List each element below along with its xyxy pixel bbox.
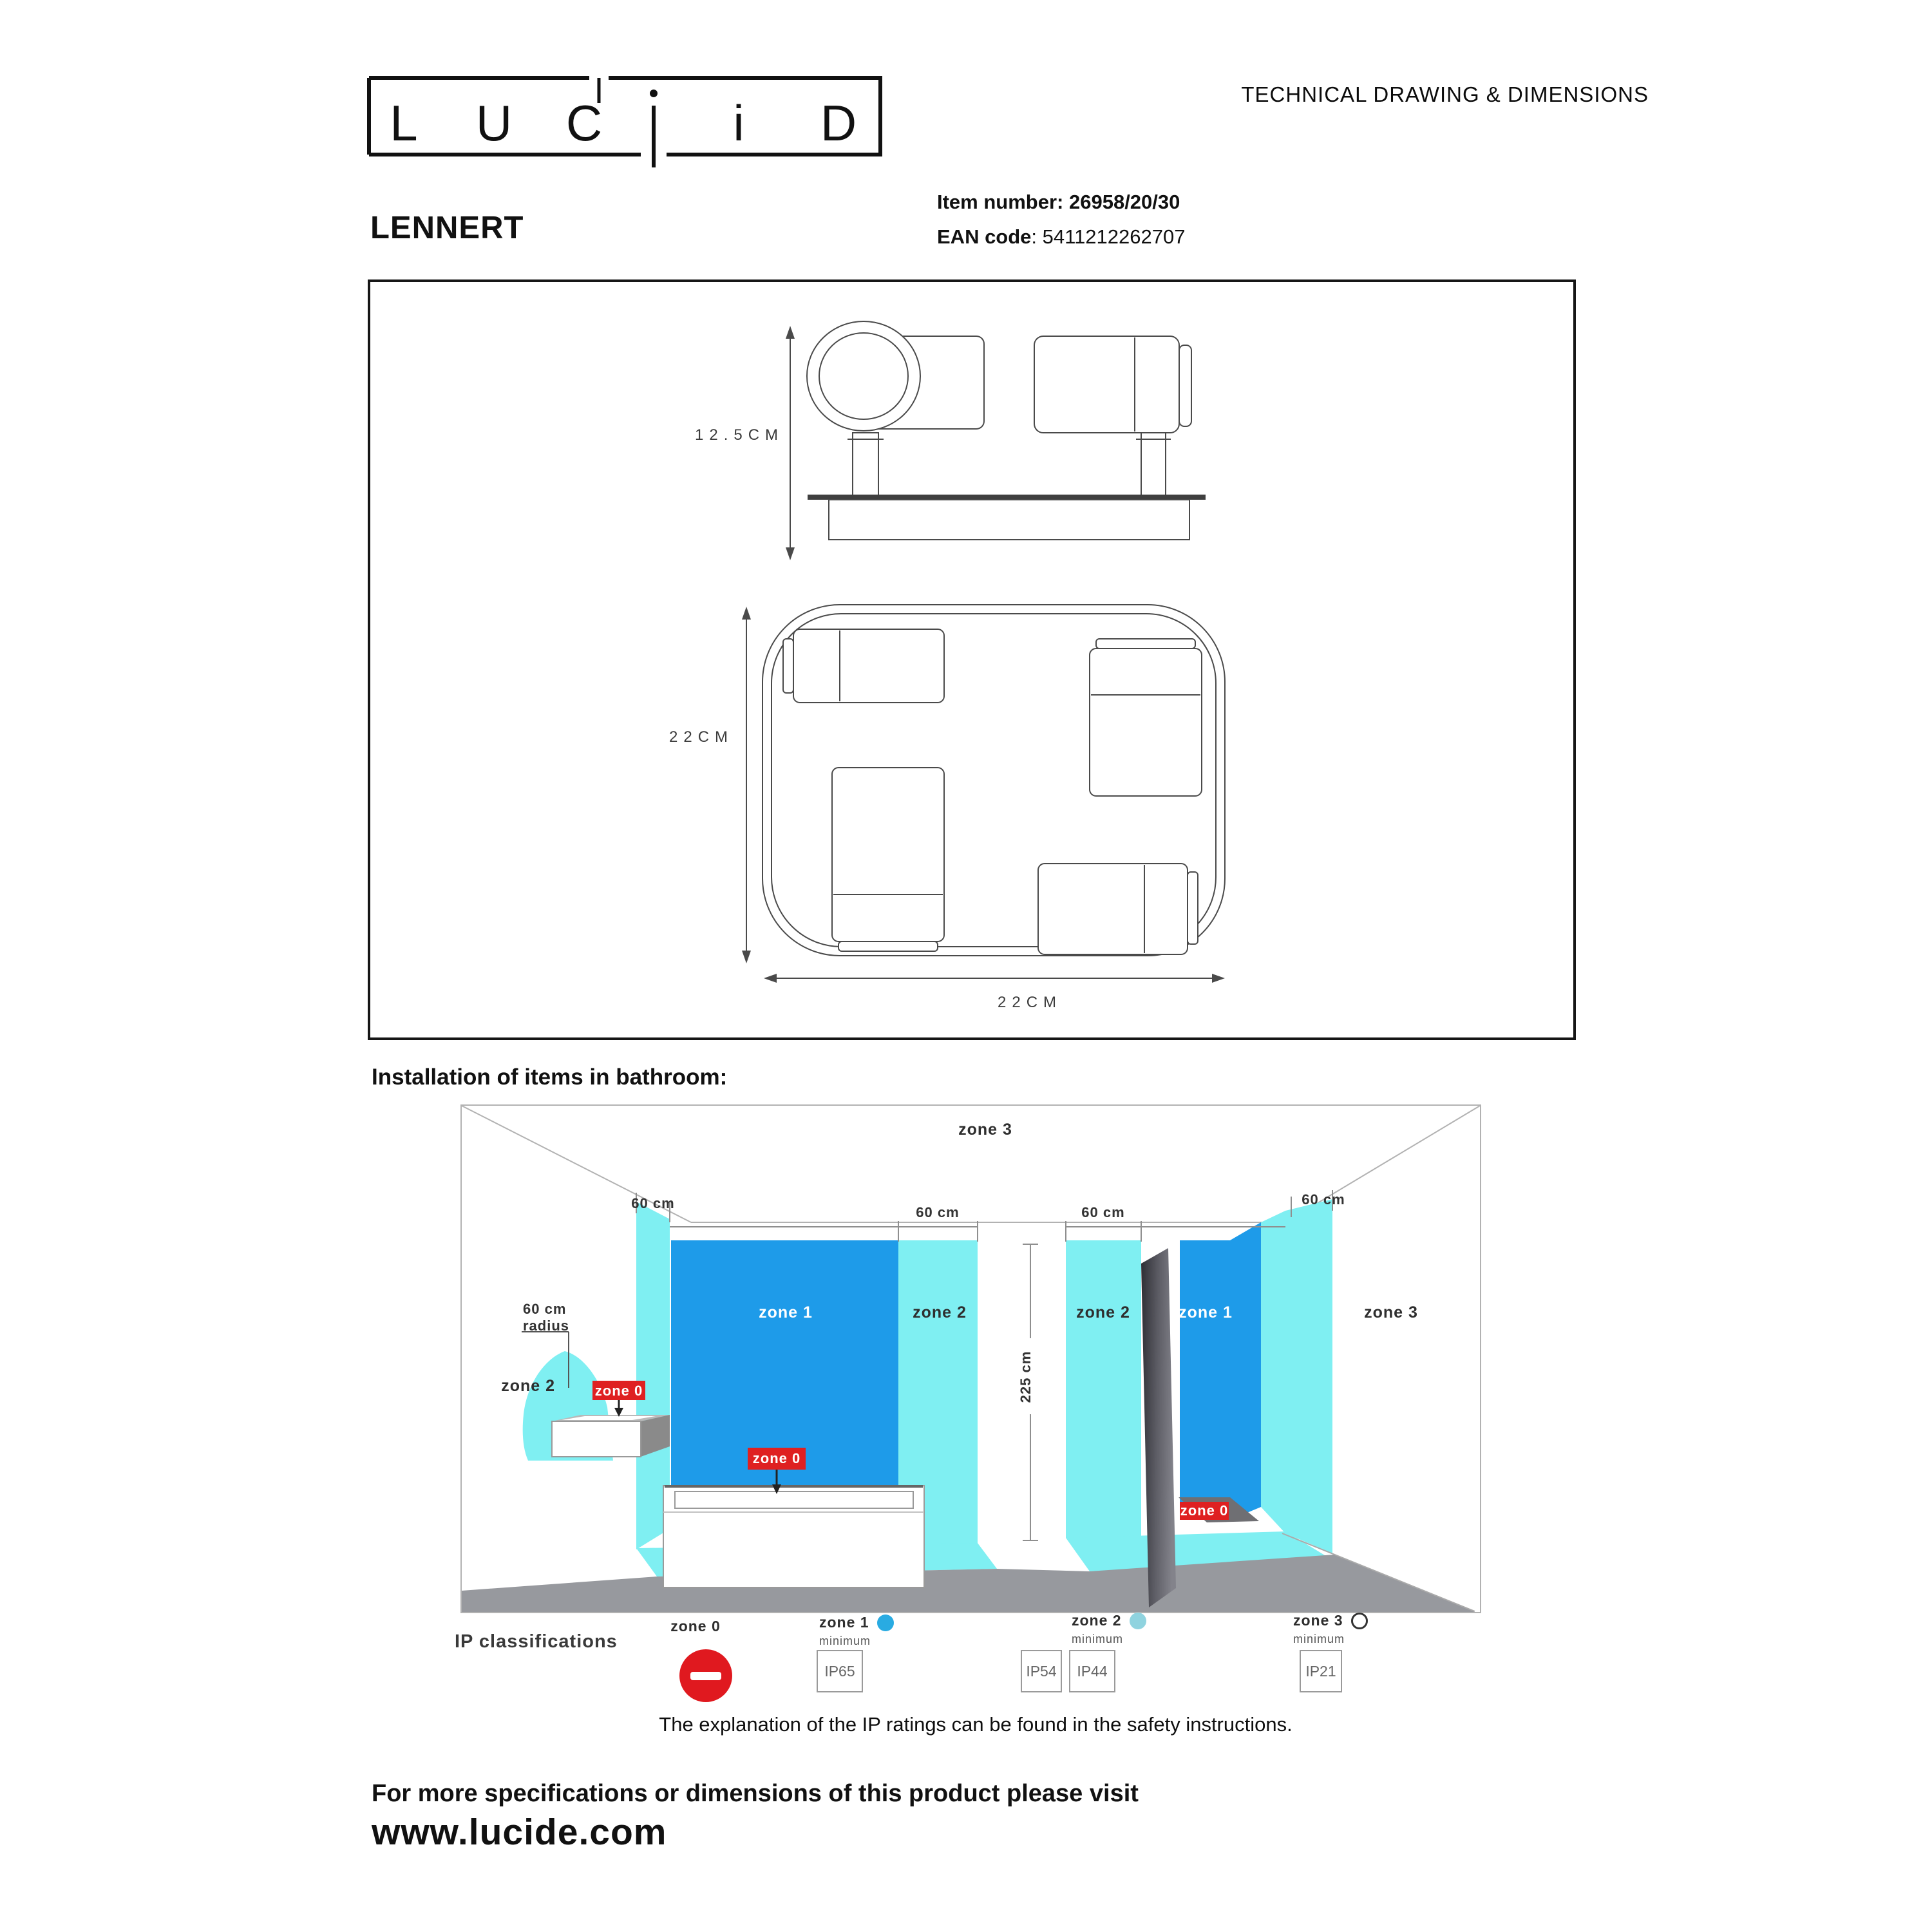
logo-letter: L (390, 95, 418, 151)
item-number-value: 26958/20/30 (1068, 191, 1180, 213)
zone0-badge-shower (1180, 1502, 1229, 1520)
zone3-wall-label: zone 3 (1364, 1303, 1418, 1321)
spot-lens-inner (819, 333, 908, 419)
legend-zone0-label: zone 0 (670, 1618, 721, 1634)
zone2-label: zone 2 (913, 1303, 967, 1321)
legend-zone1 (819, 1614, 894, 1631)
zone1-label: zone 1 (1179, 1303, 1233, 1321)
zone2-wall-shower-corner (1261, 1211, 1285, 1533)
top-view (669, 605, 1225, 1011)
dim-60cm-label: 60 cm (916, 1204, 960, 1220)
footer-text: For more specifications or dimensions of this product please visit (372, 1780, 1139, 1807)
page-title: TECHNICAL DRAWING & DIMENSIONS (1241, 82, 1649, 106)
arrow-right-icon (1212, 974, 1225, 983)
legend-zone2 (1072, 1612, 1146, 1629)
section-title: Installation of items in bathroom: (372, 1065, 728, 1090)
technical-drawing (370, 282, 1578, 1043)
svg-text:zone 0: zone 0 (1180, 1502, 1229, 1519)
spot-body-right (1034, 336, 1179, 433)
spot-tab (783, 639, 793, 693)
spot-tab (1096, 639, 1195, 649)
legend-zone2-minimum: minimum (1072, 1633, 1124, 1645)
legend-zone1-minimum: minimum (819, 1634, 871, 1647)
logo-frame (369, 78, 880, 155)
footer-url: www.lucide.com (372, 1812, 667, 1853)
zone2-label: zone 2 (1076, 1303, 1130, 1321)
dim-depth-label: 22CM (669, 728, 734, 746)
base-plate (808, 495, 1206, 500)
arrow-up-icon (742, 607, 751, 620)
no-entry-bar (690, 1672, 721, 1680)
base-box (829, 500, 1189, 540)
arrow-down-icon (742, 951, 751, 963)
zone3-dot-icon (1351, 1613, 1368, 1629)
zone1-label: zone 1 (759, 1303, 813, 1321)
bathtub (663, 1486, 924, 1587)
ip-note: The explanation of the IP ratings can be found in the safety instructions. (659, 1713, 1293, 1736)
ean-value: : 5411212262707 (1031, 225, 1186, 248)
zone2-wall-right-wrap (1285, 1199, 1332, 1553)
legend-title: IP classifications (455, 1631, 618, 1652)
logo-letter: i (733, 95, 744, 151)
svg-text:zone 0: zone 0 (594, 1383, 643, 1399)
zone1-dot-icon (877, 1615, 894, 1631)
bathroom-zones-diagram (460, 1104, 1481, 1613)
logo-i-dot (650, 90, 658, 97)
legend-zone3-minimum: minimum (1293, 1633, 1345, 1645)
ip44-box: IP44 (1069, 1650, 1115, 1692)
arrow-down-icon (786, 547, 795, 560)
zone1-wall-shower (1180, 1240, 1230, 1520)
radius-label-line1: 60 cm (523, 1301, 567, 1317)
ip21-box: IP21 (1300, 1650, 1342, 1692)
item-number (937, 191, 1180, 214)
legend-zone1-label: zone 1 (819, 1614, 869, 1631)
dim-width-label: 22CM (998, 994, 1063, 1011)
ean-label: EAN code (937, 225, 1032, 248)
ip65-box: IP65 (817, 1650, 863, 1692)
legend-zone3-label: zone 3 (1293, 1612, 1343, 1629)
zone1-wall-shower-corner (1230, 1222, 1261, 1520)
product-name: LENNERT (370, 211, 524, 245)
logo-letter: D (820, 95, 857, 151)
dim-60cm-label: 60 cm (1302, 1191, 1345, 1208)
lucide-logo-art (367, 76, 882, 179)
spot-top-left (793, 629, 944, 703)
legend-zone3 (1293, 1612, 1368, 1629)
spot-tab (838, 942, 938, 951)
svg-text:zone 0: zone 0 (752, 1450, 801, 1466)
legend-zone2-label: zone 2 (1072, 1612, 1122, 1629)
dim-60cm-label: 60 cm (631, 1195, 675, 1211)
no-entry-icon (679, 1649, 732, 1702)
arrow-up-icon (786, 326, 795, 339)
logo-letters (390, 95, 857, 151)
logo-letter: C (565, 95, 603, 151)
zone2-dot-icon (1130, 1613, 1146, 1629)
height-dim-label: 225 cm (1018, 1350, 1034, 1403)
spot-tab (1188, 872, 1198, 944)
spot-top-right (1090, 649, 1202, 796)
washbasin (552, 1415, 670, 1457)
zone2-left-label: zone 2 (501, 1377, 555, 1395)
zone3-ceiling-label: zone 3 (958, 1121, 1012, 1139)
spot-stem-right (1141, 433, 1166, 497)
spot-bottom-left (832, 768, 944, 942)
arrow-left-icon (764, 974, 777, 983)
logo-letter: U (475, 95, 513, 151)
item-number-label: Item number: (937, 191, 1064, 213)
technical-drawing-box (368, 279, 1576, 1040)
spot-stem-left (853, 433, 878, 497)
spot-bottom-right (1038, 864, 1188, 954)
side-view (695, 321, 1206, 560)
spot-rear-cap (1179, 345, 1191, 426)
zone2-wall-shower-left (1066, 1240, 1141, 1538)
dim-height-label: 12.5CM (695, 426, 784, 444)
radius-label-line2: radius (523, 1318, 570, 1334)
lucide-logo (367, 76, 882, 182)
ean-code (937, 225, 1185, 249)
dim-60cm-label: 60 cm (1081, 1204, 1125, 1220)
ip54-box: IP54 (1021, 1650, 1062, 1692)
